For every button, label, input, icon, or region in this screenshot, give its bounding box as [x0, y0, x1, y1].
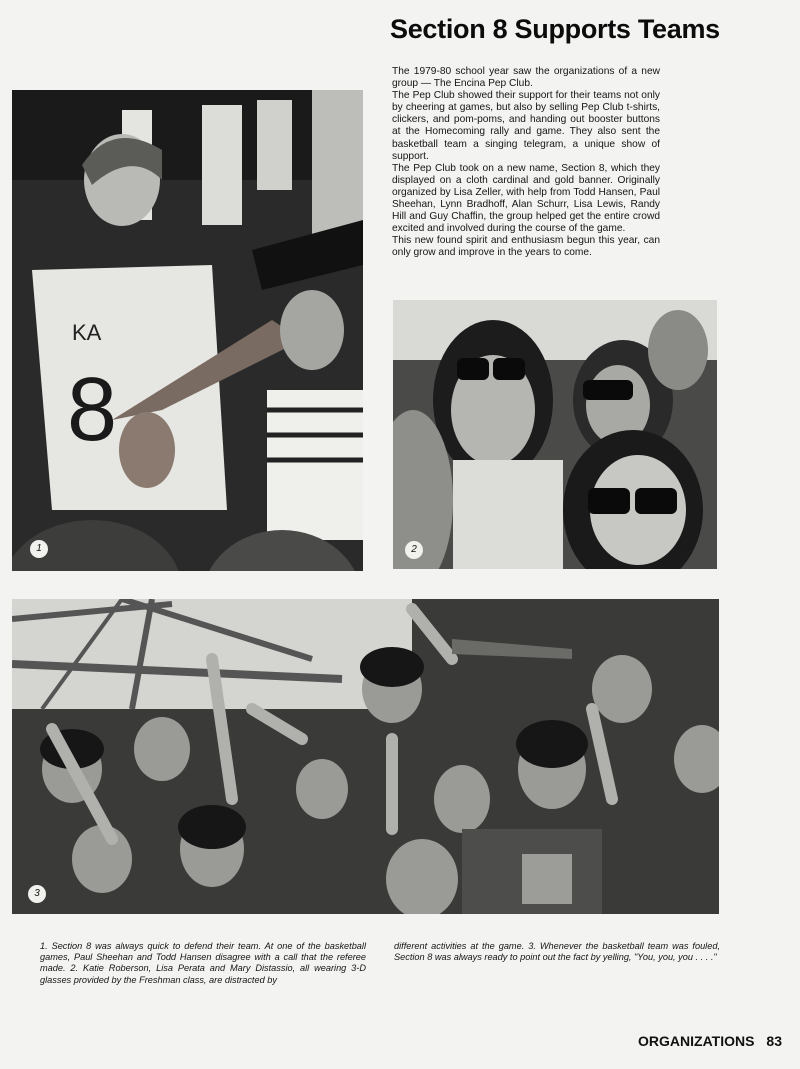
article-paragraph: The Pep Club showed their support for their teams not only by cheering at games, but also by selling Pep Club t-shirts, clickers, and pom-poms, and handing out booster buttons at the Homecoming rally and game. They also sent the basketball team a singing telegram, a unique show of support. — [392, 90, 660, 162]
page-footer — [638, 1033, 782, 1049]
svg-text:KA: KA — [72, 320, 102, 345]
photo-crowd-pointing-icon — [12, 599, 719, 914]
photo-megaphone-cheering-icon — [12, 90, 363, 571]
photo-2 — [393, 300, 717, 569]
photo-caption-right: different activities at the game. 3. Whenever the basketball team was fouled, Section 8 was always ready to point out the fact by yelling, "You, you, you . . . ." — [394, 941, 720, 963]
photo-number-badge: 3 — [28, 885, 46, 903]
article-paragraph: The Pep Club took on a new name, Section 8, which they displayed on a cloth cardinal and gold banner. Originally organized by Lisa Zeller, with help from Todd Hansen, Paul Sheehan, Lynn Bradhoff, Alan Schurr, Lisa Lewis, Randy Hill and Guy Chaffin, the group helped get the entire crowd excited and involved during the course of the game. — [392, 162, 660, 235]
article-body — [392, 66, 660, 260]
article-paragraph: The 1979-80 school year saw the organizations of a new group — The Encina Pep Club. — [392, 66, 660, 90]
photo-caption-left: 1. Section 8 was always quick to defend their team. At one of the basketball games, Paul Sheehan and Todd Hansen disagree with a call that the referee made. 2. Katie Roberson, Lisa Perata and Mary Distassio, all wearing 3-D glasses provided by the Freshman class, are distracted by — [40, 941, 366, 985]
photo-number-badge: 1 — [30, 540, 48, 558]
photo-girls-3d-glasses-icon — [393, 300, 717, 569]
page-title: Section 8 Supports Teams — [390, 14, 720, 44]
section-name: ORGANIZATIONS — [638, 1033, 755, 1049]
article-paragraph: This new found spirit and enthusiasm begun this year, can only grow and improve in the years to come. — [392, 235, 660, 259]
photo-1 — [12, 90, 363, 571]
photo-3 — [12, 599, 719, 914]
page-number: 83 — [766, 1033, 782, 1049]
svg-text:8: 8 — [67, 360, 118, 460]
photo-number-badge: 2 — [405, 541, 423, 559]
